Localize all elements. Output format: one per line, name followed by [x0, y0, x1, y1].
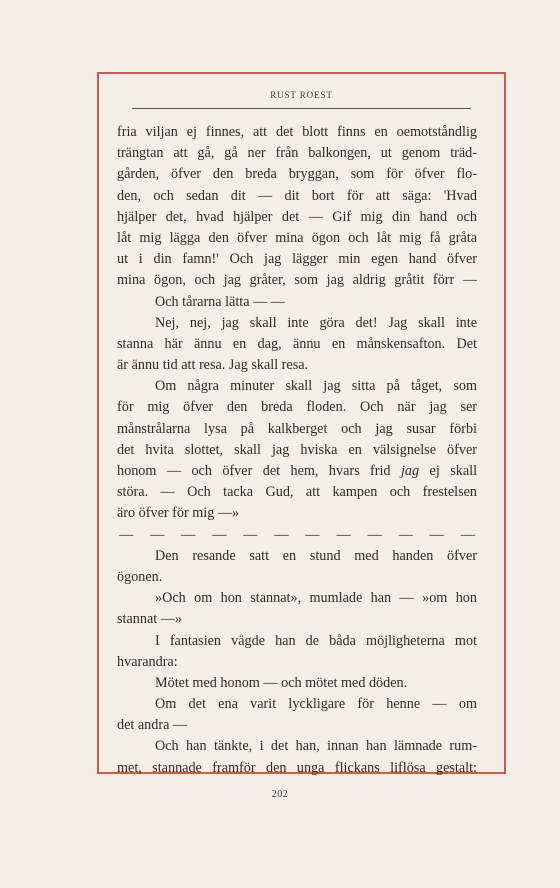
text-line: ut i din famn!' Och jag lägger min egen hand öfver: [117, 251, 477, 268]
running-header: RUST ROEST: [270, 90, 333, 100]
page-number: 202: [271, 789, 289, 800]
dash: —: [119, 526, 134, 543]
dash: —: [429, 526, 444, 543]
text-line: hvarandra:: [117, 653, 178, 670]
text-line: det hvita slottet, skall jag hviska en välsignelse öfver: [117, 441, 477, 458]
text-line: I fantasien vägde han de båda möjligheterna mot: [155, 632, 477, 649]
text-line: det andra —: [117, 717, 188, 734]
section-break-dashes: [117, 525, 477, 546]
text-line: trängtan att gå, gå ner från balkongen, ut genom träd-: [117, 145, 477, 162]
text-line: Mötet med honom — och mötet med döden.: [155, 674, 408, 691]
dash: —: [460, 526, 475, 543]
page-frame: [97, 72, 506, 774]
body-text: [117, 122, 477, 779]
dash: —: [212, 526, 227, 543]
dash: —: [274, 526, 289, 543]
text-line: »Och om hon stannat», mumlade han — »om hon: [155, 590, 477, 607]
dash: —: [181, 526, 196, 543]
text-line: störa. — Och tacka Gud, att kampen och frestelsen: [117, 484, 477, 501]
text-line: hjälper det, hvad hjälper det — Gif mig din hand och: [117, 208, 477, 225]
text-line: Om det ena varit lyckligare för henne — om: [155, 696, 477, 713]
italic-word: jag: [400, 463, 420, 479]
text-line: stannat —»: [117, 611, 183, 628]
text-line: månstrålarna lysa på kalkberget och jag susar förbi: [117, 420, 477, 437]
text-line: met, stannade framför den unga flickans liflösa gestalt:: [117, 759, 477, 776]
text-line: Om några minuter skall jag sitta på tåget, som: [155, 378, 477, 395]
text-line: är ännu tid att resa. Jag skall resa.: [117, 357, 309, 374]
dash: —: [150, 526, 165, 543]
text-line: Nej, nej, jag skall inte göra det! Jag skall inte: [155, 314, 477, 331]
text-line: låt mig lägga den öfver mina ögon och låt mig få gråta: [117, 229, 477, 246]
dash: —: [305, 526, 320, 543]
text-line: [117, 461, 477, 482]
dash: —: [336, 526, 351, 543]
text-line: mina ögon, och jag gråter, som jag aldrig gråtit förr —: [117, 272, 477, 289]
text-line: för mig öfver den breda floden. Och när jag ser: [117, 399, 477, 416]
dash: —: [367, 526, 382, 543]
text-line: Och tårarna lätta — —: [155, 293, 285, 310]
text-line: fria viljan ej finnes, att det blott finns en oemotståndlig: [117, 124, 477, 140]
dash: —: [243, 526, 258, 543]
text-line: Och han tänkte, i det han, innan han lämnade rum-: [155, 738, 477, 755]
text-line-part: honom — och öfver det hem, hvars frid: [117, 463, 391, 479]
header-rule: [132, 108, 471, 109]
text-line: stanna här ännu en dag, ännu en månskensafton. Det: [117, 335, 477, 352]
text-line: Den resande satt en stund med handen öfver: [155, 547, 477, 564]
text-line: gården, öfver den breda bryggan, som för öfver flo-: [117, 166, 477, 183]
text-line-part: ej skall: [429, 463, 477, 479]
dash: —: [398, 526, 413, 543]
text-line: den, och sedan dit — dit bort för att säga: 'Hvad: [117, 187, 477, 204]
text-line: äro öfver för mig —»: [117, 505, 240, 522]
text-line: ögonen.: [117, 568, 163, 585]
